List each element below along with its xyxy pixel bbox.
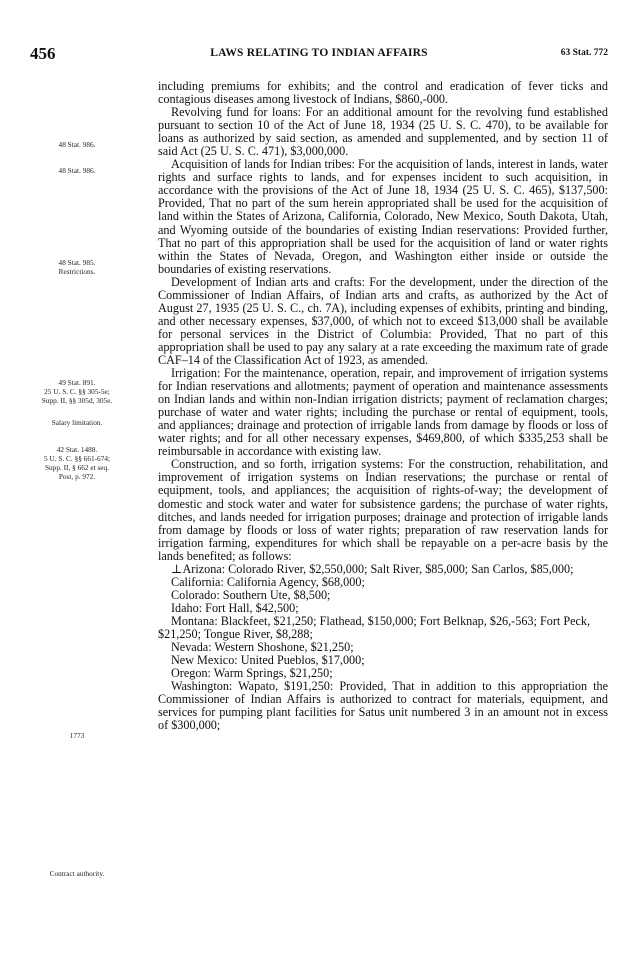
margin-note: 49 Stat. 891. 25 U. S. C. §§ 305-5e; Supp. II, §§ 305d, 305e.: [41, 378, 113, 405]
paragraph: Montana: Blackfeet, $21,250; Flathead, $150,000; Fort Belknap, $26,-563; Fort Peck, $21,250; Tongue River, $8,288;: [158, 613, 591, 641]
paragraph: Oregon: Warm Springs, $21,250;: [171, 666, 333, 681]
paragraph: including premiums for exhibits; and the control and eradication of fever ticks and contagious diseases among livestock of Indians, $860,-000.: [158, 79, 608, 107]
paragraph: Construction, and so forth, irrigation systems: For the construction, rehabilitation, and improvement of irrigation systems on Indian reservations; the purchase or rental of equipment, tools, and appliances; the acquisition of rights-of-way; the development of domestic and stock water and water for subsistence gardens; the purchase of water rights, ditches, and lands needed for irrigation purposes; drainage and protection of irrigable lands from damage by floods or loss of water rights; preparation of raw reservation lands for irrigation farming, expenditures for which shall be repayable on a per-acre basis by the lands benefited; as follows:: [158, 457, 608, 563]
paragraph: Nevada: Western Shoshone, $21,250;: [171, 640, 354, 655]
margin-note: 42 Stat. 1488. 5 U. S. C. §§ 661-674; Supp. II, § 662 et seq. Post, p. 972.: [43, 445, 111, 481]
paragraph: Acquisition of lands for Indian tribes: For the acquisition of lands, interest in lands, water rights and surface rights to lands, and for expenses incident to such acquisition, in accordance with the provisions of the Act of June 18, 1934 (25 U. S. C. 465), $137,500: Provided, That no part of the sum herein appropriated shall be used for the acquisition of land within the States of Arizona, California, Colorado, New Mexico, South Dakota, Utah, and Wyoming outside of the boundaries of existing Indian reservations: Provided further, That no part of this appropriation shall be used for the acquisition of land or water rights within the States of Nevada, Oregon, and Washington either inside or outside the boundaries of existing reservations.: [158, 157, 608, 276]
paragraph: Colorado: Southern Ute, $8,500;: [171, 587, 331, 602]
margin-note: 48 Stat. 985. Restrictions.: [58, 258, 96, 276]
paragraph: Revolving fund for loans: For an additional amount for the revolving fund established pursuant to section 10 of the Act of June 18, 1934 (25 U. S. C. 470), to be available for loans as authorized by said section, as amended and supplemented, and by section 11 of said Act (25 U. S. C. 471), $3,000,000.: [158, 105, 608, 159]
page-number: 456: [30, 44, 56, 63]
margin-note: Contract authority.: [49, 869, 105, 878]
margin-note: 48 Stat. 986.: [58, 166, 96, 175]
paragraph: California: California Agency, $68,000;: [171, 574, 365, 589]
margin-note: 1773: [69, 731, 85, 740]
main-text: [158, 80, 608, 732]
paragraph: Irrigation: For the maintenance, operation, repair, and improvement of irrigation systems for Indian reservations and allotments; payment of operation and maintenance assessments on Indian lands and within non-Indian irrigation districts; payment of reclamation charges; purchase of water and water rights; including the purchase or rental of equipment, tools, and appliances; drainage and protection of irrigable lands from damage by floods or loss of water rights; and for all other necessary expenses, $469,800, of which $335,253 shall be reimbursable in accordance with existing law.: [158, 366, 608, 459]
paragraph: Washington: Wapato, $191,250: Provided, That in addition to this appropriation the Commissioner of Indian Affairs is authorized to contract for materials, equipment, and services for pumping plant facilities for Satus unit numbered 3 in an amount not in excess of $300,000;: [158, 679, 608, 733]
paragraph: New Mexico: United Pueblos, $17,000;: [171, 653, 365, 668]
running-title: LAWS RELATING TO INDIAN AFFAIRS: [210, 47, 428, 59]
paragraph: Idaho: Fort Hall, $42,500;: [171, 600, 299, 615]
statute-citation: 63 Stat. 772: [560, 48, 608, 58]
paragraph: ⊥Arizona: Colorado River, $2,550,000; Salt River, $85,000; San Carlos, $85,000;: [171, 561, 574, 576]
paragraph: Development of Indian arts and crafts: For the development, under the direction of the Commissioner of Indian Affairs, of Indian arts and crafts, as authorized by the Act of August 27, 1935 (25 U. S. C., ch. 7A), including expenses of exhibits, printing and binding, and other necessary expenses, $37,000, of which not to exceed $13,000 shall be available for personal services in the District of Columbia: Provided, That no part of this appropriation shall be used to pay any salary at a rate exceeding the maximum rate of grade CAF–14 of the Classification Act of 1923, as amended.: [158, 274, 608, 367]
margin-notes: [12, 0, 152, 963]
margin-note: 48 Stat. 986.: [58, 140, 96, 149]
margin-note: Salary limitation.: [51, 418, 103, 427]
